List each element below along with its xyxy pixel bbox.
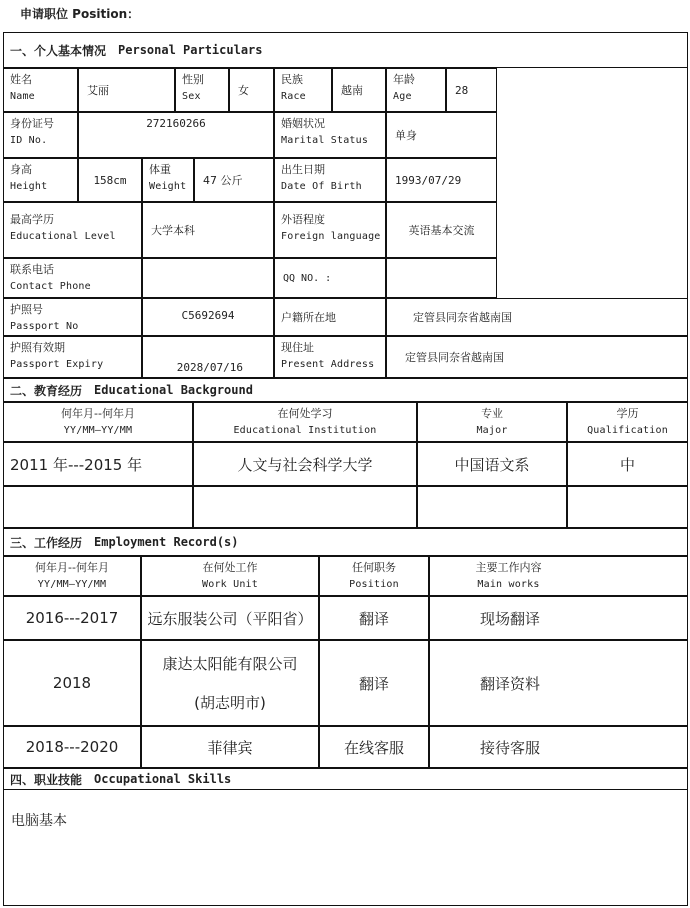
name-label: 姓名 Name: [3, 68, 78, 112]
emp-header-unit: 在何处工作 Work Unit: [141, 556, 319, 596]
household-label: 户籍所在地: [274, 298, 386, 336]
education-level-label: 最高学历 Educational Level: [3, 202, 142, 258]
skills-text: 电脑基本: [11, 813, 67, 829]
emp-row-period: 2018---2020: [3, 726, 141, 768]
emp-row-unit-line2: (胡志明市): [194, 694, 266, 712]
height-label: 身高 Height: [3, 158, 78, 202]
foreign-language-label: 外语程度 Foreign language: [274, 202, 386, 258]
edu-header-major: 专业 Major: [417, 402, 567, 442]
section-skills-en: Occupational Skills: [94, 772, 232, 786]
dob-label: 出生日期 Date Of Birth: [274, 158, 386, 202]
weight-value: 47 公斤: [194, 158, 274, 202]
sex-value: 女: [229, 68, 274, 112]
emp-row-unit: 菲律宾: [141, 726, 319, 768]
passport-no-label: 护照号 Passport No: [3, 298, 142, 336]
edu-empty-cell: [567, 486, 688, 528]
emp-row-work: 翻译资料: [429, 640, 688, 726]
edu-empty-cell: [417, 486, 567, 528]
edu-row-qualification: 中: [567, 442, 688, 486]
edu-row-major: 中国语文系: [417, 442, 567, 486]
dob-value: 1993/07/29: [386, 158, 497, 202]
marital-value: 单身: [386, 112, 497, 158]
emp-header-work: 主要工作内容 Main works: [429, 556, 688, 596]
edu-row-institution: 人文与社会科学大学: [193, 442, 417, 486]
name-value: 艾丽: [78, 68, 175, 112]
present-address-value: 定管县同奈省越南国: [386, 336, 688, 378]
edu-empty-cell: [3, 486, 193, 528]
section-education-cn: 二、教育经历: [10, 383, 83, 398]
emp-row-position: 在线客服: [319, 726, 429, 768]
qq-value: [386, 258, 497, 298]
apply-position-label: 申请职位 Position：: [20, 7, 140, 21]
emp-row-work: 接待客服: [429, 726, 688, 768]
edu-row-period: 2011 年---2015 年: [3, 442, 193, 486]
id-label: 身份证号 ID No.: [3, 112, 78, 158]
section-personal-cn: 一、个人基本情况: [10, 43, 107, 58]
emp-row-position: 翻译: [319, 596, 429, 640]
edu-header-period: 何年月--何年月 YY/MM—YY/MM: [3, 402, 193, 442]
emp-row-position: 翻译: [319, 640, 429, 726]
section-education-header: [3, 378, 688, 402]
household-value: 定管县同奈省越南国: [386, 298, 688, 336]
section-personal-header: [3, 32, 688, 68]
section-employment-header: [3, 528, 688, 556]
emp-row-unit: 远东服装公司（平阳省）: [141, 596, 319, 640]
race-value: 越南: [332, 68, 386, 112]
id-value: 272160266: [78, 112, 274, 158]
edu-header-institution: 在何处学习 Educational Institution: [193, 402, 417, 442]
section-employment-en: Employment Record(s): [94, 535, 239, 549]
section-personal-en: Personal Particulars: [118, 43, 263, 57]
qq-label: QQ NO. :: [274, 258, 386, 298]
phone-value: [142, 258, 274, 298]
edu-header-qualification: 学历 Qualification: [567, 402, 688, 442]
section-education-en: Educational Background: [94, 383, 253, 397]
age-label: 年龄 Age: [386, 68, 446, 112]
emp-row-unit-line1: 康达太阳能有限公司: [162, 655, 298, 673]
section-skills-header: [3, 768, 688, 790]
emp-row-period: 2018: [3, 640, 141, 726]
section-skills-cn: 四、职业技能: [10, 772, 83, 787]
emp-header-position: 任何职务 Position: [319, 556, 429, 596]
phone-label: 联系电话 Contact Phone: [3, 258, 142, 298]
passport-expiry-value: 2028/07/16: [142, 336, 274, 378]
passport-no-value: C5692694: [142, 298, 274, 336]
height-value: 158cm: [78, 158, 142, 202]
passport-expiry-label: 护照有效期 Passport Expiry: [3, 336, 142, 378]
emp-row-period: 2016---2017: [3, 596, 141, 640]
marital-label: 婚姻状况 Marital Status: [274, 112, 386, 158]
age-value: 28: [446, 68, 497, 112]
emp-header-period: 何年月--何年月 YY/MM—YY/MM: [3, 556, 141, 596]
present-address-label: 现住址 Present Address: [274, 336, 386, 378]
sex-label: 性别 Sex: [175, 68, 229, 112]
emp-row-unit: [141, 640, 319, 726]
edu-empty-cell: [193, 486, 417, 528]
foreign-language-value: 英语基本交流: [386, 202, 497, 258]
race-label: 民族 Race: [274, 68, 332, 112]
emp-row-work: 现场翻译: [429, 596, 688, 640]
weight-label: 体重 Weight: [142, 158, 194, 202]
section-employment-cn: 三、工作经历: [10, 535, 83, 550]
education-level-value: 大学本科: [142, 202, 274, 258]
